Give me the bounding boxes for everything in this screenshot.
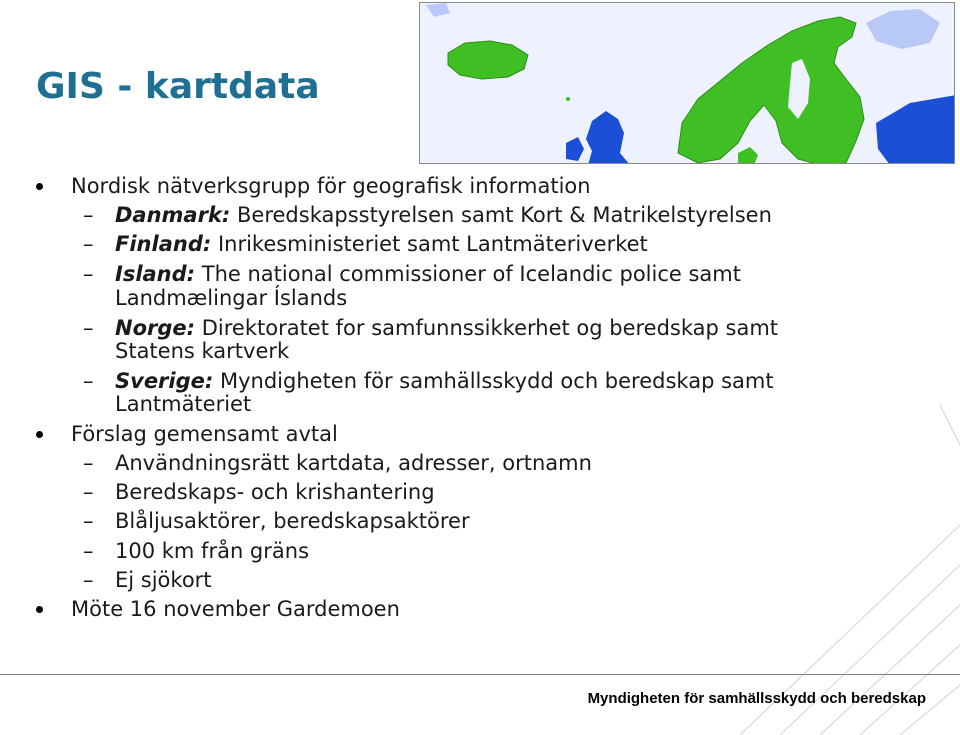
footer-organization: Myndigheten för samhällsskydd och beredskap xyxy=(587,690,926,707)
sub-bullet-continuation: Lantmäteriet xyxy=(115,392,252,416)
bullet-text: Nordisk nätverksgrupp för geografisk information xyxy=(71,174,591,198)
sub-bullet-text: Blåljusaktörer, beredskapsaktörer xyxy=(115,509,470,533)
page-title: GIS - kartdata xyxy=(36,66,320,107)
sub-bullet-text: Beredskaps- och krishantering xyxy=(115,480,435,504)
footer-divider xyxy=(0,674,960,675)
sub-bullet-danmark: – Danmark: Beredskapsstyrelsen samt Kort & Matrikelstyrelsen xyxy=(83,203,772,227)
bullet-text: Förslag gemensamt avtal xyxy=(71,422,338,446)
bullet-item xyxy=(71,174,591,198)
bullet-item xyxy=(71,422,338,446)
nordic-map-image xyxy=(419,2,955,164)
sub-bullet-text: Användningsrätt kartdata, adresser, ortnamn xyxy=(115,451,592,475)
bullet-text: Möte 16 november Gardemoen xyxy=(71,597,400,621)
country-label: Sverige: xyxy=(115,369,214,393)
corner-decoration xyxy=(660,405,960,735)
sub-bullet-text: The national commissioner of Icelandic police samt xyxy=(201,262,741,286)
bullet-dot xyxy=(36,183,43,190)
sub-bullet-continuation: Statens kartverk xyxy=(115,339,290,363)
sub-bullet-text: Inrikesministeriet samt Lantmäteriverket xyxy=(217,232,648,256)
sub-bullet-norge: – Norge: Direktoratet for samfunnssikkerhet og beredskap samt xyxy=(83,316,779,340)
sub-bullet-sverige: – Sverige: Myndigheten för samhällsskydd och beredskap samt xyxy=(83,369,774,393)
sub-bullet: – 100 km från gräns xyxy=(83,539,310,563)
sub-bullet-continuation: Landmælingar Íslands xyxy=(115,286,348,310)
sub-bullet: – Beredskaps- och krishantering xyxy=(83,480,435,504)
sub-bullet-text: Direktoratet for samfunnssikkerhet og beredskap samt xyxy=(201,316,779,340)
country-label: Norge: xyxy=(115,316,196,340)
country-label: Danmark: xyxy=(115,203,231,227)
sub-bullet-text: Myndigheten för samhällsskydd och beredskap samt xyxy=(219,369,774,393)
sub-bullet-finland: – Finland: Inrikesministeriet samt Lantmäteriverket xyxy=(83,232,648,256)
bullet-item xyxy=(71,597,400,621)
bullet-dot xyxy=(36,606,43,613)
sub-bullet: – Ej sjökort xyxy=(83,568,212,592)
country-label: Island: xyxy=(115,262,196,286)
sub-bullet-text: Ej sjökort xyxy=(115,568,212,592)
sub-bullet: – Användningsrätt kartdata, adresser, ortnamn xyxy=(83,451,592,475)
sub-bullet: – Blåljusaktörer, beredskapsaktörer xyxy=(83,509,470,533)
sub-bullet-text: Beredskapsstyrelsen samt Kort & Matrikelstyrelsen xyxy=(237,203,772,227)
bullet-dot xyxy=(36,431,43,438)
country-label: Finland: xyxy=(115,232,212,256)
sub-bullet-text: 100 km från gräns xyxy=(115,539,310,563)
sub-bullet-island: – Island: The national commissioner of Icelandic police samt xyxy=(83,262,741,286)
